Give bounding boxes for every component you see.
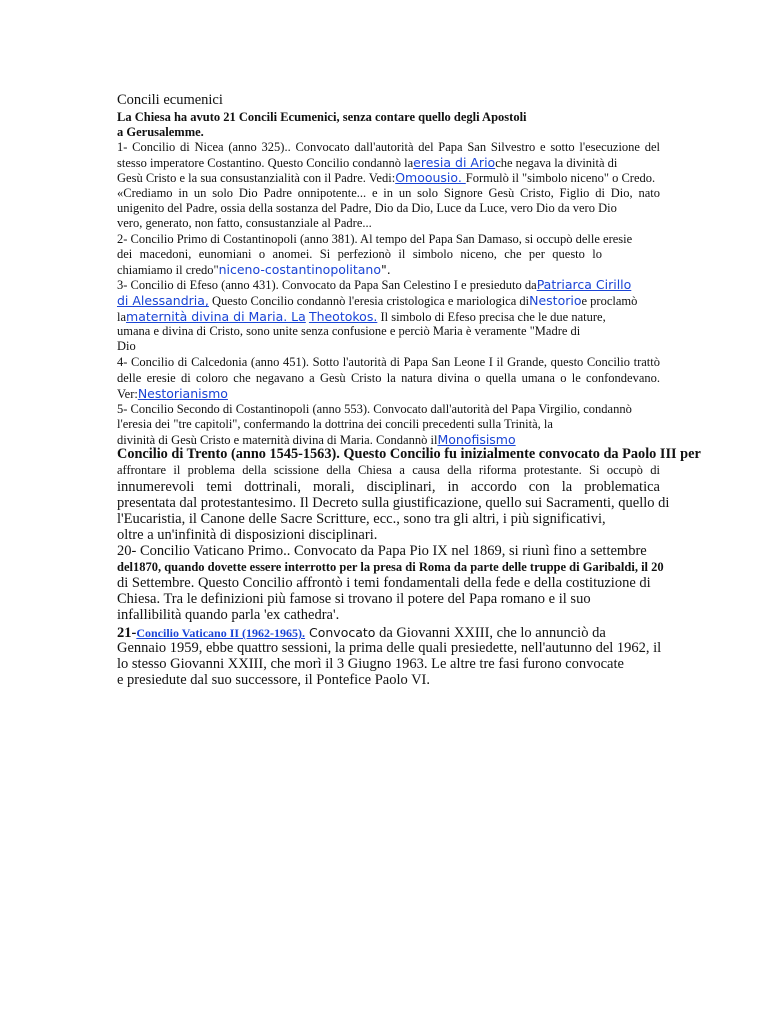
council-3-line: Dio <box>117 339 136 353</box>
trento-line: oltre a un'infinità di disposizioni disciplinari. <box>117 527 378 543</box>
council-20-line: del1870, quando dovette essere interrotto per la presa di Roma da parte delle truppe di Garibaldi, il 20 <box>117 560 664 574</box>
council-20-line: di Settembre. Questo Concilio affrontò i temi fondamentali della fede e della costituzione di <box>117 575 651 591</box>
council-21-line: e presiedute dal suo successore, il Pontefice Paolo VI. <box>117 672 431 688</box>
link-omoousio[interactable]: Omoousio. <box>395 170 466 185</box>
intro-line: a Gerusalemme. <box>117 125 204 139</box>
link-eresia-di-ario[interactable]: eresia di Ario <box>413 155 496 170</box>
text: Ver: <box>117 387 138 401</box>
intro-line: La Chiesa ha avuto 21 Concili Ecumenici, senza contare quello degli Apostoli <box>117 110 527 124</box>
text: Questo Concilio condannò l'eresia cristologica e mariologica di <box>208 294 530 308</box>
council-3-line <box>117 277 631 293</box>
council-3-line: umana e divina di Cristo, sono unite senza confusione e perciò Maria è veramente "Madre di <box>117 324 581 338</box>
council-number: 21- <box>117 625 137 641</box>
council-20-line: infallibilità quando parla 'ex cathedra'. <box>117 607 340 623</box>
text: Il simbolo di Efeso precisa che le due nature, <box>377 310 606 324</box>
text: ". <box>380 262 391 277</box>
link-theotokos[interactable]: Theotokos. <box>308 309 378 324</box>
council-5-line: l'eresia dei "tre capitoli", confermando la dottrina dei concili precedenti sulla Trinità, la <box>117 417 553 431</box>
text: Convocato <box>305 625 376 640</box>
text: 3- Concilio di Efeso (anno 431). Convocato da Papa San Celestino I e presieduto da <box>117 278 537 292</box>
trento-line: affrontare il problema della scissione della Chiesa a causa della riforma protestante. Si occupò di <box>117 463 660 477</box>
trento-heading: Concilio di Trento (anno 1545-1563). Questo Concilio fu inizialmente convocato da Paolo III per <box>117 446 701 462</box>
text: stesso imperatore Costantino. Questo Concilio condannò la <box>117 156 414 170</box>
council-2-line: dei macedoni, eunomiani o anomei. Si perfezionò il simbolo niceno, che per questo lo <box>117 247 602 261</box>
text: la <box>117 310 127 324</box>
council-21-line: Gennaio 1959, ebbe quattro sessioni, la prima delle quali presiedette, nell'autunno del 1962, il <box>117 640 662 656</box>
council-3-line <box>117 309 606 325</box>
council-20-line: 20- Concilio Vaticano Primo.. Convocato da Papa Pio IX nel 1869, si riunì fino a settembre <box>117 543 647 559</box>
link-nestorio[interactable]: Nestorio <box>529 293 582 308</box>
council-2-line <box>117 262 391 278</box>
document-title: Concili ecumenici <box>117 92 223 108</box>
council-4-line: delle eresie di coloro che negavano a Gesù Cristo la natura divina o quella umana o le confondevano. <box>117 371 660 385</box>
text: e proclamò <box>581 294 638 308</box>
council-5-line: 5- Concilio Secondo di Costantinopoli (anno 553). Convocato dall'autorità del Papa Virgilio, condannò <box>117 402 632 416</box>
link-vaticano-ii[interactable]: Concilio Vaticano II (1962-1965). <box>136 626 306 640</box>
link-monofisismo[interactable]: Monofisismo <box>437 432 516 447</box>
trento-line: presentata dal protestantesimo. Il Decreto sulla giustificazione, quello sui Sacramenti, quello di <box>117 495 670 511</box>
text: Gesù Cristo e la sua consustanzialità con il Padre. Vedi: <box>117 171 396 185</box>
council-20-line: Chiesa. Tra le definizioni più famose si trovano il potere del Papa romano e il suo <box>117 591 591 607</box>
link-nestorianismo[interactable]: Nestorianismo <box>137 386 228 401</box>
council-1-line: 1- Concilio di Nicea (anno 325).. Convocato dall'autorità del Papa San Silvestro e sotto l'esecuzione del <box>117 140 660 154</box>
council-1-line <box>117 155 617 171</box>
link-maternita-divina[interactable]: maternità divina di Maria. La <box>126 309 306 324</box>
council-4-line <box>117 386 228 402</box>
council-1-line: «Crediamo in un solo Dio Padre onnipotente... e in un solo Signore Gesù Cristo, Figlio di Dio, nato <box>117 186 660 200</box>
council-21-line: lo stesso Giovanni XXIII, che morì il 3 Giugno 1963. Le altre tre fasi furono convocate <box>117 656 624 672</box>
council-2-line: 2- Concilio Primo di Costantinopoli (anno 381). Al tempo del Papa San Damaso, si occupò delle eresie <box>117 232 633 246</box>
council-1-line: vero, generato, non fatto, consustanziale al Padre... <box>117 216 372 230</box>
text: chiamiamo il credo" <box>117 263 219 277</box>
link-di-alessandria[interactable]: di Alessandria, <box>117 293 209 308</box>
text: da Giovanni XXIII, che lo annunciò da <box>375 625 606 641</box>
council-3-line <box>117 293 637 309</box>
trento-line: l'Eucaristia, il Canone delle Sacre Scritture, ecc., sono tra gli altri, i più significativi, <box>117 511 606 527</box>
text: che negava la divinità di <box>495 156 618 170</box>
council-1-line <box>117 170 655 186</box>
link-patriarca-cirillo[interactable]: Patriarca Cirillo <box>536 277 632 292</box>
text: Formulò il "simbolo niceno" o Credo. <box>465 171 656 185</box>
trento-line: innumerevoli temi dottrinali, morali, disciplinari, in accordo con la problematica <box>117 479 660 495</box>
text: divinità di Gesù Cristo e maternità divina di Maria. Condannò il <box>117 433 438 447</box>
council-1-line: unigenito del Padre, ossia della sostanza del Padre, Dio da Dio, Luce da Luce, vero Dio da vero Dio <box>117 201 617 215</box>
council-4-line: 4- Concilio di Calcedonia (anno 451). Sotto l'autorità di Papa San Leone I il Grande, questo Concilio trattò <box>117 355 660 369</box>
link-niceno-costantinopolitano[interactable]: niceno-costantinopolitano <box>218 262 381 277</box>
